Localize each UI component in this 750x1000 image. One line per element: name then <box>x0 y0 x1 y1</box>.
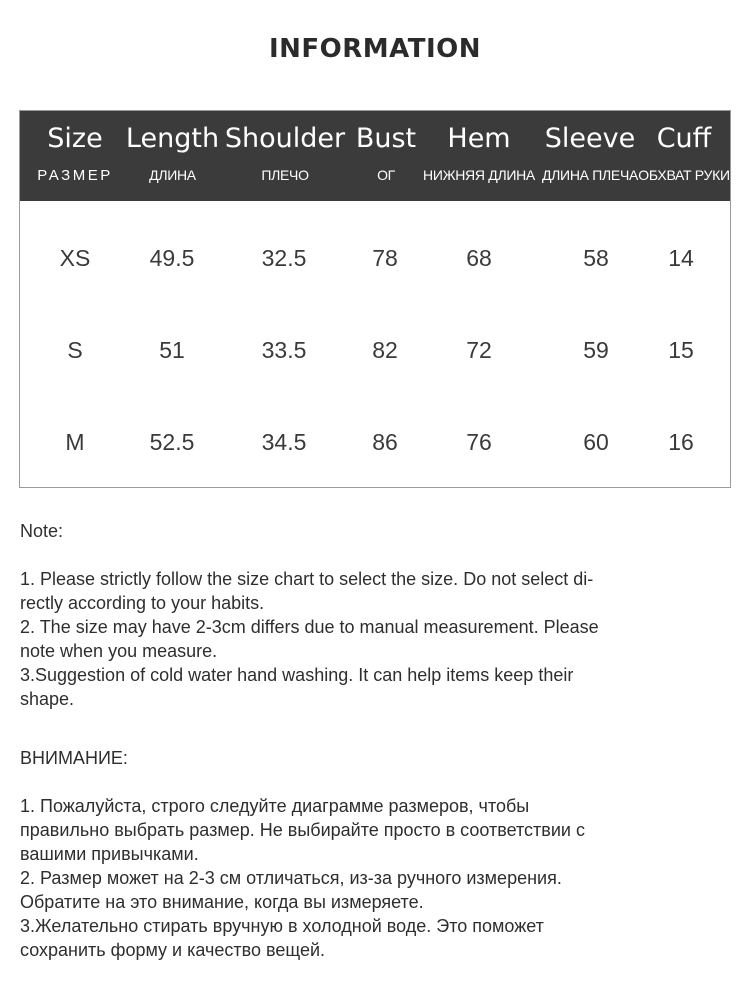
note-line: 2. Размер может на 2-3 см отличаться, из-за ручного измерения. <box>20 868 562 888</box>
note-russian <box>20 746 720 962</box>
header-sleeve <box>540 111 640 201</box>
table-row <box>20 304 730 396</box>
cell-hem: 72 <box>466 337 492 363</box>
note-line: note when you measure. <box>20 641 218 661</box>
size-chart-table <box>19 110 731 488</box>
cell-length: 52.5 <box>149 429 195 455</box>
cell-bust: 86 <box>372 429 398 455</box>
header-label-ru: ДЛИНА <box>149 167 196 183</box>
note-line: 1. Пожалуйста, строго следуйте диаграмме размеров, чтобы <box>20 796 530 816</box>
header-label-en: Size <box>47 123 103 154</box>
note-line: вашими привычками. <box>20 844 199 864</box>
table-header <box>20 111 730 201</box>
note-line: 3.Желательно стирать вручную в холодной воде. Это поможет <box>20 916 544 936</box>
note-line: rectly according to your habits. <box>20 593 265 613</box>
cell-cuff: 15 <box>668 337 694 363</box>
note-heading: ВНИМАНИЕ: <box>20 748 128 768</box>
page-title: INFORMATION <box>268 34 482 64</box>
cell-length: 49.5 <box>149 245 195 271</box>
header-label-en: Cuff <box>656 123 712 154</box>
cell-shoulder: 32.5 <box>261 245 307 271</box>
cell-cuff: 14 <box>668 245 694 271</box>
header-shoulder <box>220 111 350 201</box>
header-label-ru: НИЖНЯЯ ДЛИНА <box>423 167 535 183</box>
header-label-ru: ПЛЕЧО <box>261 167 309 183</box>
cell-hem: 76 <box>466 429 492 455</box>
cell-bust: 78 <box>372 245 398 271</box>
note-line: 3.Suggestion of cold water hand washing. It can help items keep their <box>20 665 574 685</box>
header-label-ru: ОГ <box>377 167 395 183</box>
cell-cuff: 16 <box>668 429 694 455</box>
note-line: shape. <box>20 689 75 709</box>
header-label-ru: РАЗМЕР <box>37 167 113 184</box>
header-bust <box>350 111 422 201</box>
note-heading: Note: <box>20 521 64 541</box>
header-hem <box>422 111 536 201</box>
header-label-en: Sleeve <box>544 123 636 154</box>
header-label-en: Bust <box>355 123 417 154</box>
cell-sleeve: 58 <box>583 245 609 271</box>
note-line: Обратите на это внимание, когда вы измеряете. <box>20 892 424 912</box>
header-label-en: Shoulder <box>224 123 346 154</box>
cell-bust: 82 <box>372 337 398 363</box>
table-row <box>20 212 730 304</box>
header-label-en: Length <box>125 123 220 154</box>
note-line: сохранить форму и качество вещей. <box>20 940 326 960</box>
note-line: 2. The size may have 2-3cm differs due to manual measurement. Please <box>20 617 599 637</box>
cell-size: XS <box>59 245 91 271</box>
cell-sleeve: 60 <box>583 429 609 455</box>
header-size <box>20 111 130 201</box>
cell-hem: 68 <box>466 245 492 271</box>
cell-shoulder: 34.5 <box>261 429 307 455</box>
cell-length: 51 <box>159 337 185 363</box>
header-length <box>125 111 220 201</box>
note-english <box>20 519 720 711</box>
header-cuff <box>638 111 730 201</box>
cell-sleeve: 59 <box>583 337 609 363</box>
note-line: 1. Please strictly follow the size chart to select the size. Do not select di- <box>20 569 594 589</box>
header-label-ru: ОБХВАТ РУКИ <box>638 167 730 183</box>
cell-size: S <box>67 337 83 363</box>
cell-shoulder: 33.5 <box>261 337 307 363</box>
header-label-ru: ДЛИНА ПЛЕЧА <box>541 167 639 183</box>
cell-size: M <box>65 429 85 455</box>
header-label-en: Hem <box>447 123 511 154</box>
note-line: правильно выбрать размер. Не выбирайте просто в соответствии с <box>20 820 585 840</box>
table-row <box>20 396 730 488</box>
